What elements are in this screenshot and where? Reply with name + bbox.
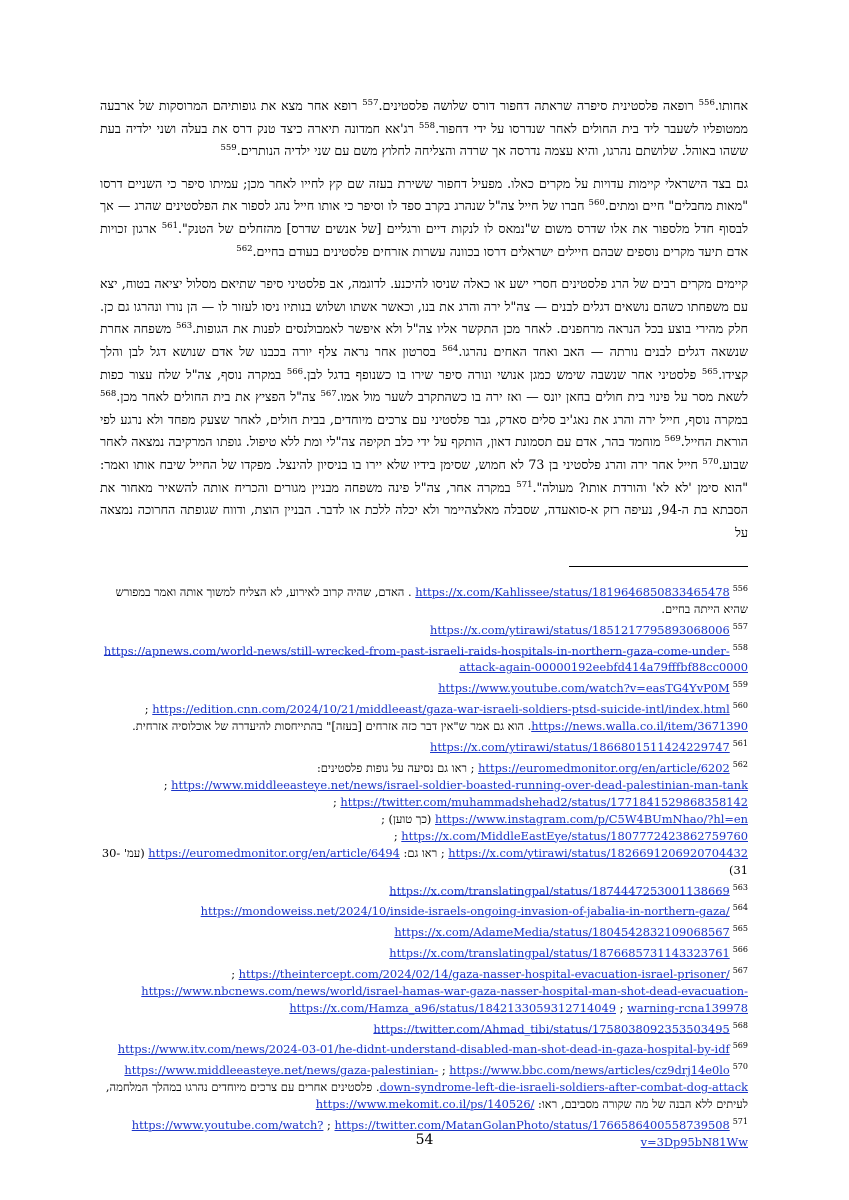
footnote [100,639,748,677]
footnote [100,676,748,697]
text-run: פלסטיני אחר שנשבה שימש כמגן אנושי ונורה סיפר שירו בו כשנופף בדגל לבן. [303,366,702,382]
footnote [100,1058,748,1113]
footnote [100,1037,748,1058]
footnote-ref[interactable]: 571 [516,479,533,490]
footnote-link[interactable]: https://x.com/translatingpal/status/1876685731143323761 [389,945,730,960]
footnote-link[interactable]: https://twitter.com/Ahmad_tibi/status/1758038092353503495 [373,1021,730,1036]
footnote-ref[interactable]: 565 [701,366,719,377]
text-run: ; [231,966,239,981]
footnote [100,735,748,756]
footnote-link[interactable]: https://apnews.com/world-news/still-wrecked-from-past-israeli-raids-hospitals-in-northern-gaza-come-under-attack-again-00000192eebfd414a79fffbf88cc0000 [103,643,748,675]
paragraph [100,95,748,163]
footnote-ref[interactable]: 563 [175,321,193,332]
text-run: ; [163,777,172,792]
text-run: במקרה נוסף, חייל ירה והרג את נאג'יב סלים סאדק, גבר פלסטיני עם צרכים מיוחדים, בבית חולים, לאחר שצעק מפחד ולא נרגע לפי הוראת החייל. [100,411,748,450]
footnote [100,920,748,941]
footnote-number: 556 [732,584,748,593]
footnote-link[interactable]: https://www.middleeasteye.net/news/israel-soldier-boasted-running-over-dead-palestinian-man-tank [171,777,748,792]
footnote-separator [569,566,748,567]
footnote-link[interactable]: https://news.walla.co.il/item/3671390 [531,718,748,733]
text-run: ; [323,1117,335,1132]
footnote-link[interactable]: https://theintercept.com/2024/02/14/gaza-nasser-hospital-evacuation-israel-prisoner/ [238,966,730,981]
footnote-number: 559 [732,680,748,690]
footnote-link[interactable]: https://www.middleeasteye.net/news/gaza-palestinian-down-syndrome-left-die-israeli-soldiers-after-combat-dog-attack [124,1062,748,1094]
footnote-number: 564 [732,903,748,913]
text-run: ; [393,828,402,843]
footnote [100,962,748,1017]
footnote-ref[interactable]: 567 [320,388,337,399]
footnote [100,879,748,900]
text-run: רופא אחר מצא את גופותיהם המרוסקות של ארבעה ממטופליו לשעבר ליד בית החולים לאחר שנדרסו על ידי דחפור. [100,98,748,136]
text-run: חברו של חייל צה"ל שנהרג בקרב ספד לו וסיפר כי אותו חייל נהג לספור את הפלסטינים שהרג — אך לבסוף חדל מלספור את אלו שדרס משום ש"נמאס לו לנקות דיים ורגליים [של אנשים שדרס] מהזחלים של הטנק". [100,198,748,236]
text-run: ; [144,701,153,716]
paragraph [100,273,748,544]
footnote-link[interactable]: https://www.mekomit.co.il/ps/140526/ [315,1096,535,1111]
text-run: בסרטון אחר נראה צלף יורה בכבנו של אדם שנושא דגל לבן והלך קצידו. [100,343,749,382]
text-run: רופאה פלסטינית סיפרה שראתה דחפור דורס שלושה פלסטינים. [378,98,699,113]
footnote-number: 558 [732,642,748,652]
footnote-link[interactable]: https://x.com/Kahlissee/status/1819646850833465478 [415,584,730,599]
text-run: משפחה אחרת שנשאה דגלים לבנים נורתה — האב ואחד האחים נהרגו. [100,321,748,359]
footnote-number: 557 [732,621,748,631]
footnote-number: 570 [732,1062,748,1072]
footnote-link[interactable]: https://x.com/AdameMedia/status/1804542832109068567 [394,924,730,939]
footnote-ref[interactable]: 564 [442,343,459,354]
footnote-link[interactable]: https://edition.cnn.com/2024/10/21/middleeast/gaza-war-israeli-soldiers-ptsd-suicide-intl/index.html [152,701,730,716]
footnote [100,756,748,879]
footnote-number: 569 [732,1041,748,1051]
text-run: אחותו. [714,98,748,113]
footnote-link[interactable]: https://www.instagram.com/p/C5W4BUmNhao/?hl=en [435,811,748,826]
footnote-ref[interactable]: 561 [161,220,178,231]
footnote-number: 561 [732,738,748,748]
footnote-ref[interactable]: 568 [100,388,117,399]
footnote-ref[interactable]: 562 [236,243,253,254]
footnotes [100,580,748,1151]
text-run: ; ראו גם נסיעה על גופות פלסטינים: [316,760,479,775]
text-run: צה"ל הפציץ את בית החולים לאחר מכן. [116,389,321,405]
text-run: במקרה נוסף, צה"ל שלח עצור כפות לשאת מסר על פינוי בית חולים בחאן יונס — ואז ירה בו כשהתקרב לשער מול אמו. [100,366,748,405]
footnote-number: 560 [732,701,748,711]
footnote-link[interactable]: https://x.com/MiddleEastEye/status/1807772423862759760 [401,828,748,843]
footnote-link[interactable]: https://x.com/ytirawi/status/1851217795893068006 [430,622,730,637]
text-run: . הוא גם אמר ש"אין דבר כזה אזרחים [בעזה]" בהתייחסות להיעדרה של אוכלוסיה אזרחית. [132,718,532,733]
text-run: ; [332,794,341,809]
footnote [100,941,748,962]
paragraph [100,173,748,263]
page-number: 54 [415,1132,434,1148]
footnote-link[interactable]: https://www.youtube.com/watch?v=3Dp95bN81Ww [131,1117,748,1149]
footnote-link[interactable]: https://www.nbcnews.com/news/world/israel-hamas-war-gaza-nasser-hospital-man-shot-dead-evacuation-warning-rcna139978 [141,983,748,1015]
footnote-link[interactable]: https://www.itv.com/news/2024-03-01/he-didnt-understand-disabled-man-shot-dead-in-gaza-hospital-by-idf [117,1042,730,1057]
footnote-ref[interactable]: 557 [362,97,379,108]
footnote [100,580,748,618]
footnote-link[interactable]: https://euromedmonitor.org/en/article/6494 [148,845,400,860]
text-run: ; [438,1062,450,1077]
text-run: ; ראו גם: [399,845,449,860]
text-run: (כך טוען) ; [381,811,435,826]
footnote-ref[interactable]: 559 [220,143,237,153]
text-run: גם בצד הישראלי קיימות עדויות על מקרים כאלו. מפעיל דחפור ששירת בעזה שם קץ לחייו לאחר מכן; עמיתו סיפר כי השניים דרסו "מאות מחבלים" חיים ומתים. [100,175,748,214]
footnote-link[interactable]: https://x.com/Hamza_a96/status/1842133059312714049 [289,1000,617,1015]
text-run: ; [616,1000,628,1015]
text-run: . האדם, שהיה קרוב לאירוע, לא הצליח למשוך אותה ואמר במפורש שהיא הייתה בחיים. [115,584,748,616]
text-run: במקרה אחר, צה"ל פינה משפחה מבניין מגורים והכריח אותה להשאיר מאחור את הסבתא בת ה-94, נעיפה רזק א-סואעדה, שסבלה מאלצהיימר ולא יכלה ללכת או לדבר. הבניין הוצת, ודווח שגופתה החרוכה נמצאה על [100,479,748,540]
footnote-ref[interactable]: 556 [698,97,715,108]
footnote-ref[interactable]: 558 [418,120,436,131]
footnote-number: 563 [732,882,748,892]
footnote-link[interactable]: https://twitter.com/muhammadshehad2/status/1771841529868358142 [340,794,748,809]
text-run: מוחמד בהר, אדם עם תסמונת דאון, הותקף על ידי כלב תקיפה צה"לי ומת ללא טיפול. גופתו המרקיבה נמצאה לאחר שבוע. [100,434,748,472]
footnote-link[interactable]: https://www.bbc.com/news/articles/cz9drj14e0lo [449,1062,730,1077]
text-run: קיימים מקרים רבים של הרג פלסטינים חסרי ישע או כאלה שניסו להיכנע. לדוגמה, אב פלסטיני סיפר שתיאם מסלול יציאה בטוח, יצא עם משפחתו כשהם נושאים דגלים לבנים — צה"ל ירה והרג את בנו, וכאשר אשתו ושלוש בנותיו ניסו לעזור לו — הן נורו ונהרגו גם כן. חלק מהירי בוצע בכל הנראה מרחפנים. לאחר מכן התקשר אליו צה"ל ולא איפשר לאמבולנסים לפנות את הגופות. [100,276,748,337]
footnote-number: 571 [732,1116,748,1126]
footnote [100,697,748,735]
footnote-link[interactable]: https://mondoweiss.net/2024/10/inside-israels-ongoing-invasion-of-jabalia-in-northern-gaza/ [200,904,730,919]
footnote [100,899,748,920]
footnote [100,1017,748,1038]
text-run: (עמ' 30-31) [101,845,748,877]
footnote-number: 566 [732,944,748,954]
footnote [100,618,748,639]
footnote-link[interactable]: https://x.com/translatingpal/status/1874447253001138669 [389,883,730,898]
footnote-number: 567 [732,965,748,975]
footnote-ref[interactable]: 566 [286,366,304,377]
main-text [100,95,748,554]
footnote-number: 562 [732,759,748,769]
footnote-link[interactable]: https://twitter.com/MatanGolanPhoto/status/1766586400558739508 [334,1117,730,1132]
footnote-link[interactable]: https://www.youtube.com/watch?v=easTG4YvP0M [438,681,730,696]
footnote-number: 565 [732,924,748,934]
footnote-link[interactable]: https://euromedmonitor.org/en/article/6202 [478,760,730,775]
footnote-ref[interactable]: 569 [664,434,681,445]
footnote-ref[interactable]: 560 [588,198,605,209]
text-run: רג'אא חמדונה תיארה כיצד טנק דרס את בעלה ושני ילדיה בעת ששהו באוהל. שלושתם נהרגו, והיא עצמה נדרסה אך שרדה והצליחה לחלוץ משם עם שני ילדיה הנותרים. [100,120,748,159]
footnote-link[interactable]: https://x.com/ytirawi/status/1866801511424229747 [430,739,730,754]
footnote-link[interactable]: https://x.com/ytirawi/status/1826691206920704432 [448,845,748,860]
text-run: . פלסטינים אחרים עם צרכים מיוחדים נהרגו במהלך המלחמה, לעיתים ללא הבנה של מה שקורה מסביבם, ראו: [105,1079,748,1111]
footnote-ref[interactable]: 570 [702,456,719,467]
footnote-number: 568 [732,1020,748,1030]
text-run: חייל אחר ירה והרג פלסטיני בן 73 לא חמוש, שסימן בידיו שלא יירו בו בניסיון להינצל. מפקדו של החייל שיבח אותו ואמר: "הוא סימן 'לא לא' והורדת אותו? מעולה". [100,456,748,495]
text-run: ארגון זכויות אדם תיעד מקרים נוספים שבהם חיילים ישראלים דרסו בכוונה עשרות אזרחים פלסטינים בעודם בחיים. [100,220,748,259]
